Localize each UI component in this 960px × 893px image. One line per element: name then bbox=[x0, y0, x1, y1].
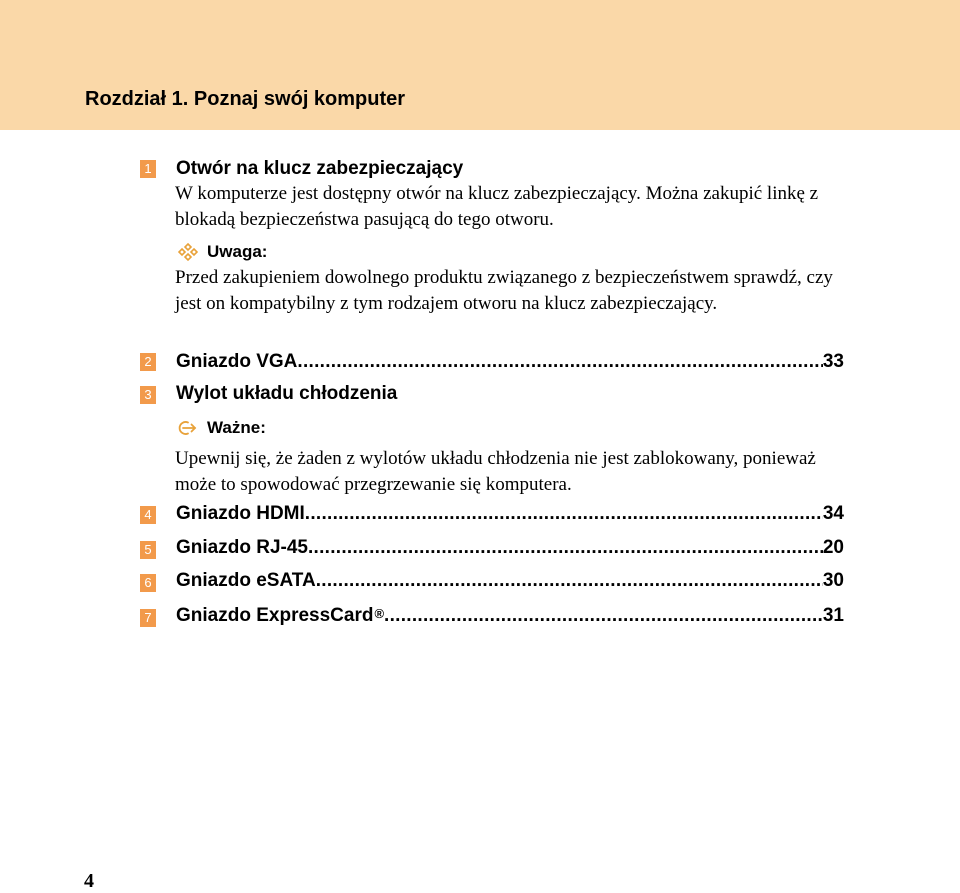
diamond-cluster-icon bbox=[178, 243, 198, 261]
toc-leader-dots bbox=[305, 502, 823, 526]
toc-page-number: 31 bbox=[822, 605, 844, 626]
toc-entry-vga bbox=[176, 350, 844, 374]
toc-entry-title: Gniazdo eSATA bbox=[176, 570, 316, 591]
toc-entry-title: Gniazdo RJ-45 bbox=[176, 537, 308, 558]
item-number-badge: 4 bbox=[140, 506, 156, 524]
toc-entry-title: Gniazdo ExpressCard bbox=[176, 605, 374, 626]
item-number-badge: 7 bbox=[140, 609, 156, 627]
toc-entry-hdmi bbox=[176, 502, 844, 526]
registered-mark: ® bbox=[374, 606, 385, 621]
item-heading: Otwór na klucz zabezpieczający bbox=[176, 158, 464, 179]
toc-entry-title: Gniazdo VGA bbox=[176, 351, 298, 372]
note-text: Upewnij się, że żaden z wylotów układu chłodzenia nie jest zablokowany, ponieważ może to spowodować przegrzewanie się komputera. bbox=[175, 448, 816, 495]
toc-page-number: 20 bbox=[822, 537, 844, 558]
toc-leader-dots bbox=[316, 569, 823, 593]
toc-leader-dots bbox=[384, 604, 823, 628]
toc-entry-rj45 bbox=[176, 536, 844, 560]
toc-entry-title: Gniazdo HDMI bbox=[176, 503, 305, 524]
toc-page-number: 34 bbox=[822, 503, 844, 524]
toc-leader-dots bbox=[308, 536, 823, 560]
toc-page-number: 30 bbox=[822, 570, 844, 591]
item-number-badge: 2 bbox=[140, 353, 156, 371]
note-heading bbox=[178, 417, 266, 439]
item-number-badge: 6 bbox=[140, 574, 156, 592]
item-number-badge: 3 bbox=[140, 386, 156, 404]
note-label: Ważne: bbox=[207, 418, 266, 437]
item-number-badge: 1 bbox=[140, 160, 156, 178]
note-heading bbox=[178, 241, 267, 263]
note-text: Przed zakupieniem dowolnego produktu związanego z bezpieczeństwem sprawdź, czy jest on kompatybilny z tym rodzajem otworu na klucz zabezpieczający. bbox=[175, 267, 833, 314]
item-heading: Wylot układu chłodzenia bbox=[176, 383, 398, 404]
note-label: Uwaga: bbox=[207, 242, 268, 261]
chapter-title: Rozdział 1. Poznaj swój komputer bbox=[85, 88, 406, 110]
item-number-badge: 5 bbox=[140, 541, 156, 559]
toc-entry-expresscard bbox=[176, 604, 844, 629]
page-number: 4 bbox=[84, 870, 94, 892]
arrow-right-circle-icon bbox=[178, 420, 198, 436]
toc-leader-dots bbox=[297, 350, 822, 374]
toc-page-number: 33 bbox=[822, 351, 844, 372]
item-description: W komputerze jest dostępny otwór na klucz zabezpieczający. Można zakupić linkę z blokadą bezpieczeństwa pasującą do tego otworu. bbox=[175, 183, 819, 230]
toc-entry-esata bbox=[176, 569, 844, 593]
